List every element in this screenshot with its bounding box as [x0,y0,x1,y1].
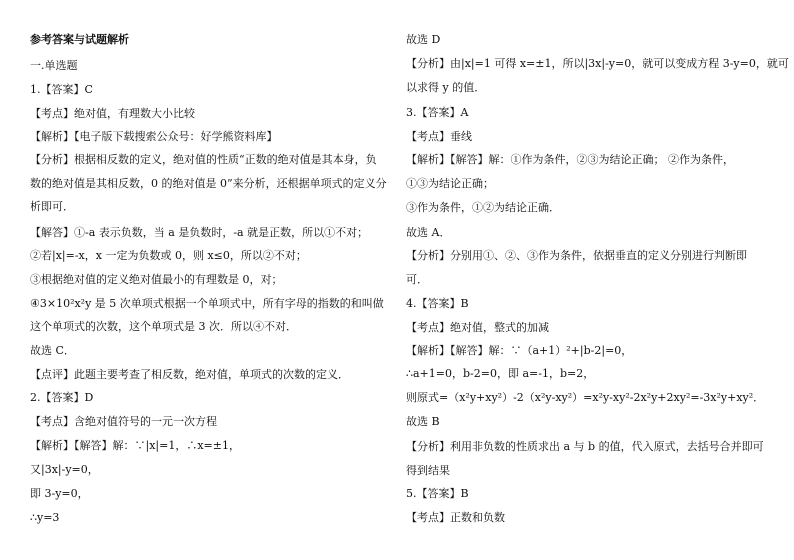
text-line: 即 3-y=0， [30,487,89,500]
text-line: 数的绝对值是其相反数，0 的绝对值是 0”来分析，还根据单项式的定义分 [30,177,387,190]
topic-line: 【考点】绝对值，整式的加减 [406,321,549,334]
text-line: ③根据绝对值的定义绝对值最小的有理数是 0，对； [30,273,283,286]
answer-line: 3.【答案】A [406,106,469,119]
text-line: 可． [406,273,428,286]
text-line: 得到结果 [406,464,450,477]
text-line: ③作为条件，①②为结论正确． [406,201,560,214]
text-line: ∴a+1=0，b-2=0，即 a=-1，b=2， [406,367,595,380]
text-line: 则原式=（x²y+xy²）-2（x²y-xy²）=x²y-xy²-2x²y+2xy²=-3x²y+xy²． [406,391,765,404]
text-line: 【分析】根据相反数的定义，绝对值的性质“正数的绝对值是其本身，负 [30,153,377,166]
text-line: 故选 A． [406,226,451,239]
answer-line: 2.【答案】D [30,391,94,404]
answer-line: 5.【答案】B [406,487,469,500]
section-title: 参考答案与试题解析 [30,33,129,46]
topic-line: 【考点】垂线 [406,130,472,143]
analysis-line: 【解析】【电子版下载搜索公众号：好学熊资料库】 [30,130,278,143]
section-heading: 一.单选题 [30,59,78,72]
text-line: 析即可． [30,200,74,213]
text-line: 【解答】①-a 表示负数，当 a 是负数时，-a 就是正数，所以①不对； [30,226,369,239]
text-line: 故选 B [406,415,440,428]
text-line: 【解析】【解答】解：∵（a+1）²+|b-2|=0， [406,344,633,357]
text-line: 又|3x|-y=0， [30,463,99,476]
text-line: 这个单项式的次数，这个单项式是 3 次．所以④不对． [30,320,297,333]
text-line: 【分析】由|x|=1 可得 x=±1，所以|3x|-y=0，就可以变成方程 3-y=0，就可 [406,57,789,70]
text-line: ②若|x|=-x，x 一定为负数或 0，则 x≤0，所以②不对； [30,249,307,262]
text-line: ∴y=3 [30,511,60,524]
text-line: ①③为结论正确； [406,177,494,190]
text-line: 【解析】【解答】解：①作为条件，②③为结论正确； ②作为条件， [406,153,734,166]
text-line: 【分析】分别用①、②、③作为条件，依据垂直的定义分别进行判断即 [406,249,747,262]
topic-line: 【考点】绝对值，有理数大小比较 [30,107,195,120]
text-line: 【解析】【解答】解：∵|x|=1，∴x=±1， [30,439,240,452]
text-line: 【点评】此题主要考查了相反数，绝对值，单项式的次数的定义． [30,368,349,381]
text-line: 故选 C． [30,344,75,357]
topic-line: 【考点】正数和负数 [406,511,505,524]
answer-line: 4.【答案】B [406,297,469,310]
text-line: 以求得 y 的值． [406,81,486,94]
text-line: ④3×10²x²y 是 5 次单项式根据一个单项式中，所有字母的指数的和叫做 [30,297,384,310]
text-line: 【分析】利用非负数的性质求出 a 与 b 的值，代入原式，去括号合并即可 [406,440,764,453]
answer-line: 1.【答案】C [30,83,93,96]
text-line: 故选 D [406,33,441,46]
topic-line: 【考点】含绝对值符号的一元一次方程 [30,415,217,428]
